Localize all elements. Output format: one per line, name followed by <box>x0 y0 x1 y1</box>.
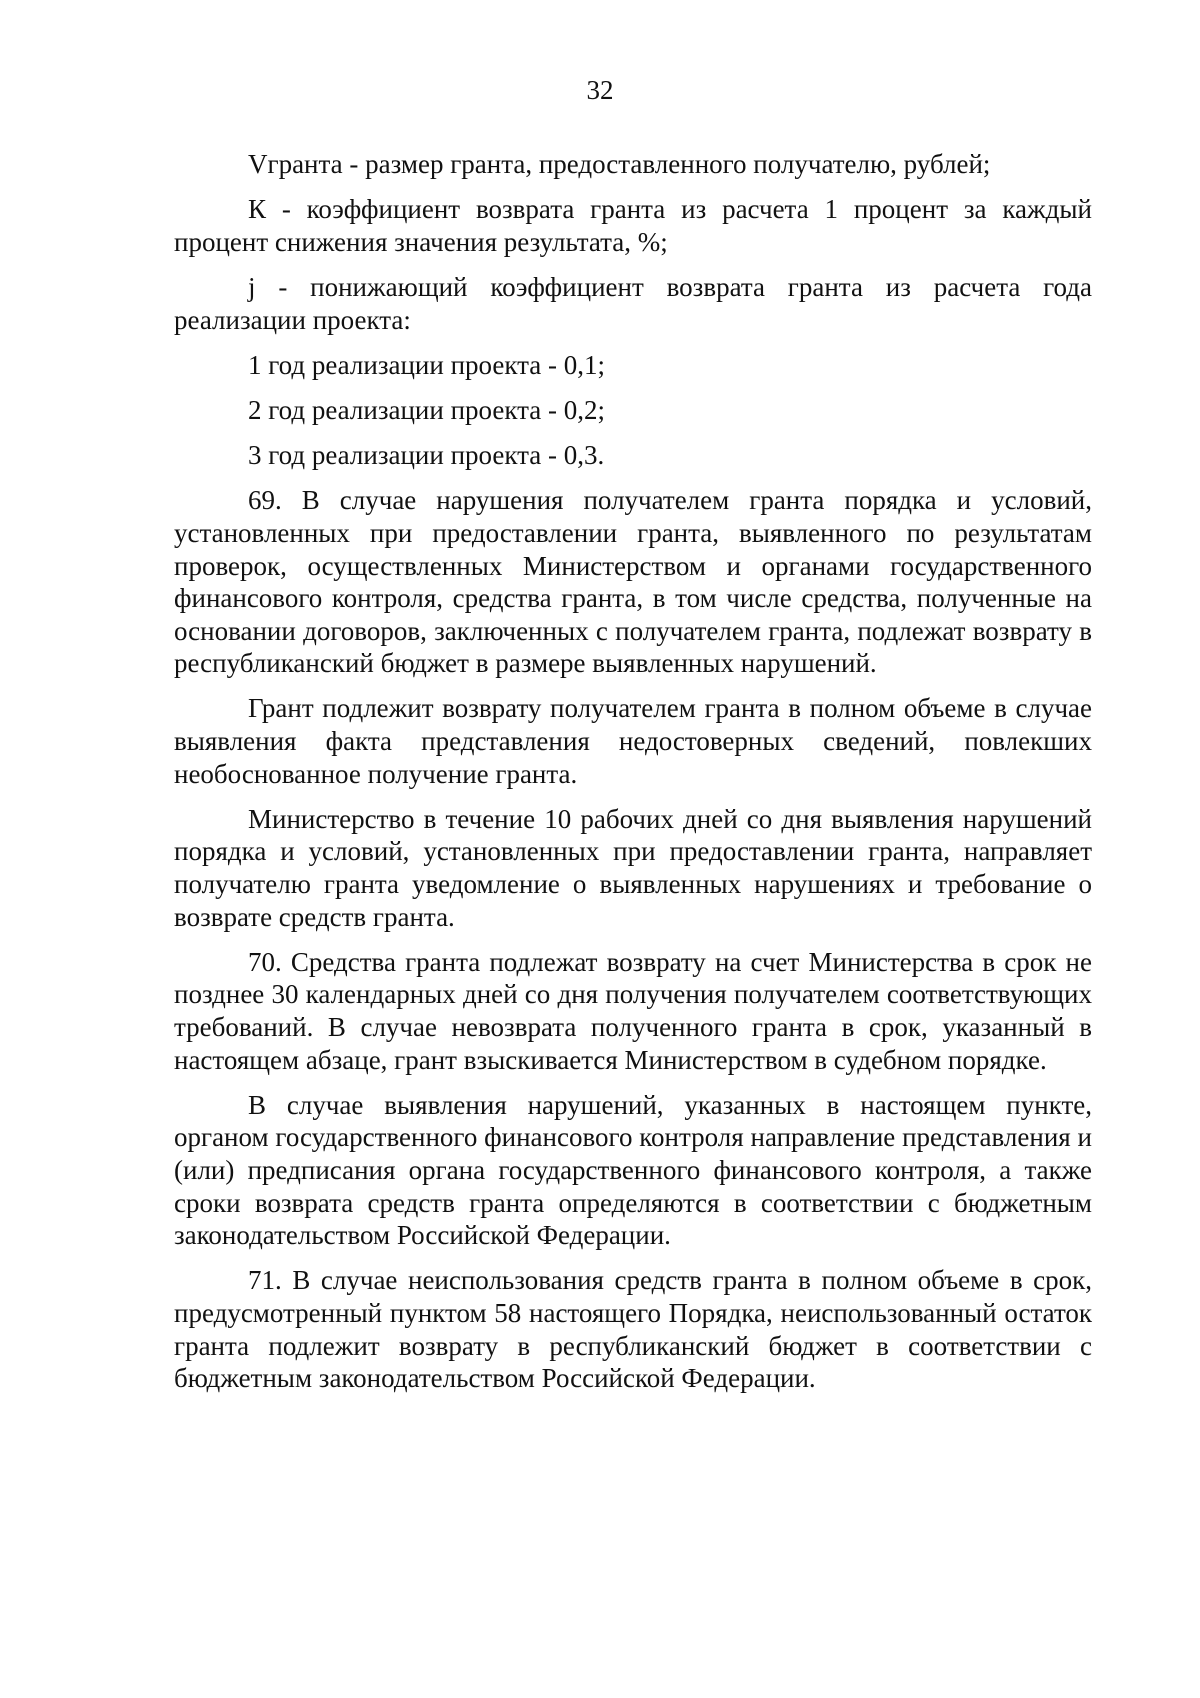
paragraph-k-coefficient: К - коэффициент возврата гранта из расчета 1 процент за каждый процент снижения значения результата, %; <box>174 194 1092 257</box>
paragraph-j-coefficient: j - понижающий коэффициент возврата гранта из расчета года реализации проекта: <box>174 271 1092 335</box>
paragraph-clause-70: 70. Средства гранта подлежат возврату на счет Министерства в срок не позднее 30 календарных дней со дня получения получателем соответствующих требований. В случае невозврата полученного гранта в срок, указанный в настоящем абзаце, грант взыскивается Министерством в судебном порядке. <box>174 946 1092 1075</box>
paragraph-year-3: 3 год реализации проекта - 0,3. <box>248 440 605 471</box>
paragraph-ministry-notice: Министерство в течение 10 рабочих дней со дня выявления нарушений порядка и условий, установленных при предоставлении гранта, направляет получателю гранта уведомление о выявленных нарушениях и требование о возврате средств гранта. <box>174 803 1092 932</box>
paragraph-full-return: Грант подлежит возврату получателем гранта в полном объеме в случае выявления факта представления недостоверных сведений, повлекших необоснованное получение гранта. <box>174 693 1092 789</box>
page-number: 32 <box>586 75 614 105</box>
document-body <box>174 148 1092 1407</box>
paragraph-clause-69: 69. В случае нарушения получателем гранта порядка и условий, установленных при предоставлении гранта, выявленного по результатам проверок, осуществленных Министерством и органами государственного финансового контроля, средства гранта, в том числе средства, полученные на основании договоров, заключенных с получателем гранта, подлежат возврату в республиканский бюджет в размере выявленных нарушений. <box>174 485 1092 679</box>
paragraph-v-grant-definition: Vгранта - размер гранта, предоставленного получателю, рублей; <box>248 149 991 179</box>
paragraph-year-2: 2 год реализации проекта - 0,2; <box>248 394 605 425</box>
paragraph-financial-control: В случае выявления нарушений, указанных в настоящем пункте, органом государственного финансового контроля направление представления и (или) предписания органа государственного финансового контроля, а также сроки возврата средств гранта определяются в соответствии с бюджетным законодательством Российской Федерации. <box>174 1089 1092 1251</box>
paragraph-year-1: 1 год реализации проекта - 0,1; <box>248 349 605 380</box>
paragraph-clause-71: 71. В случае неиспользования средств гранта в полном объеме в срок, предусмотренный пунктом 58 настоящего Порядка, неиспользованный остаток гранта подлежит возврату в республиканский бюджет в соответствии с бюджетным законодательством Российской Федерации. <box>174 1265 1092 1394</box>
